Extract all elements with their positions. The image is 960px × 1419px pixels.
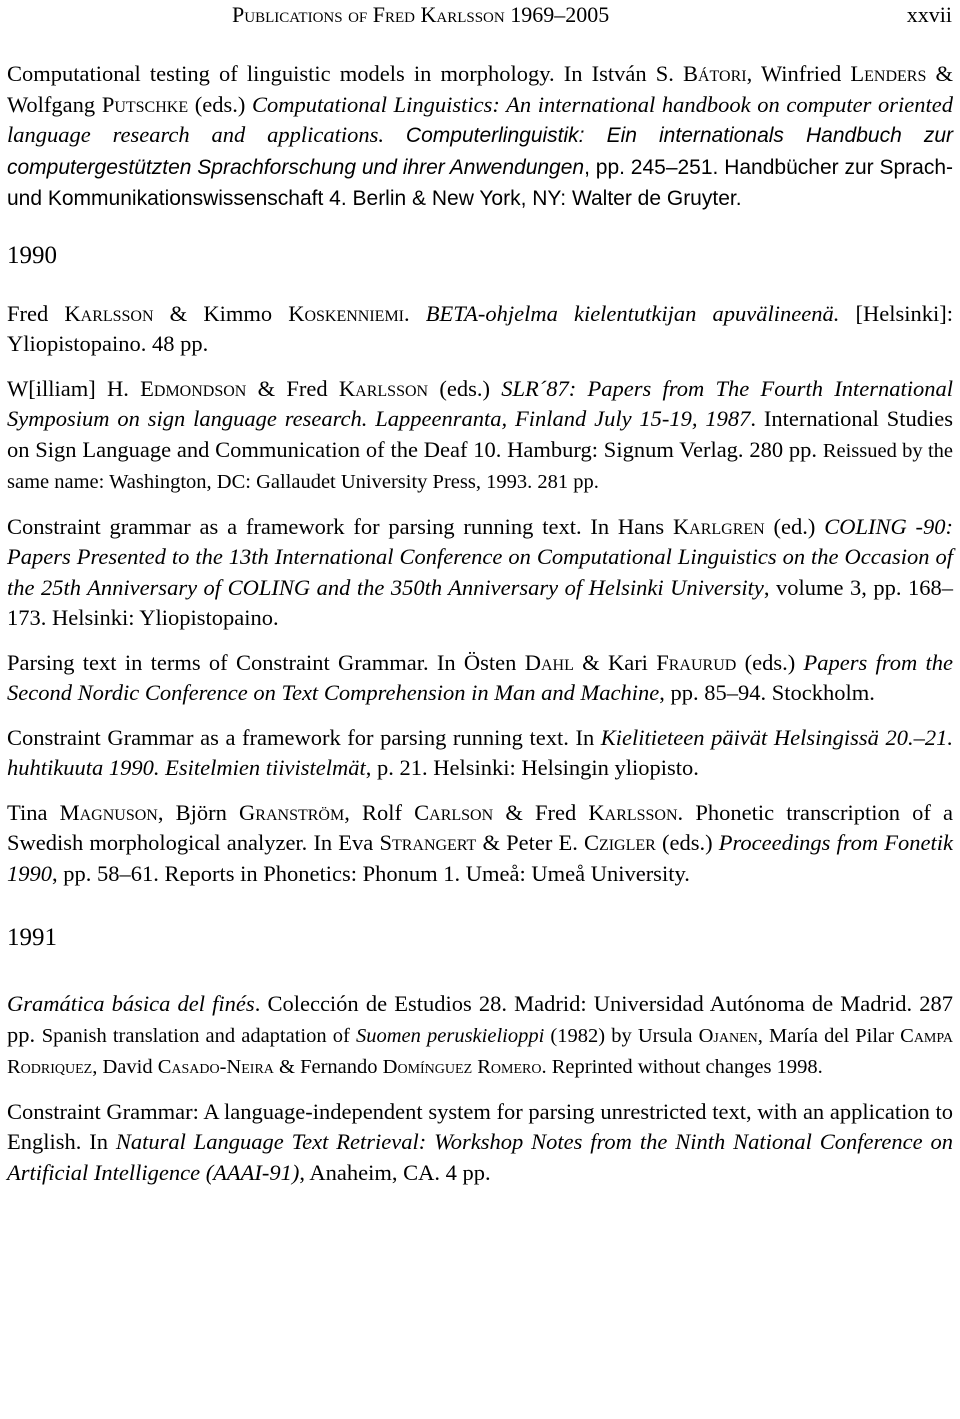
publication-title: Papers from the Second Nordic Conference on Text Comprehension in Man and Machine — [7, 649, 954, 705]
author-name: Casado-Neira — [157, 1056, 274, 1078]
publication-title: Gramática básica del finés — [7, 991, 255, 1016]
author-name: Karlgren — [672, 513, 765, 539]
publication-title: BETA-ohjelma kielentutkijan apuvälineenä. — [425, 300, 840, 326]
bib-entry: W[illiam] H. Edmondson & Fred Karlsson (eds.) SLR´87: Papers from The Fourth International Symposium on sign language research. Lappeenranta, Finland July 15-19, 1987. International Studies on Sign Language and Communication of the Deaf 10. Hamburg: Signum Verlag. 280 pp. Reissued by the same name: Washington, DC: Gallaudet University Press, 1993. 281 pp. — [7, 375, 953, 493]
bib-entry: Tina Magnuson, Björn Granström, Rolf Carlson & Fred Karlsson. Phonetic transcription of a Swedish morphological analyzer. In Eva Strangert & Peter E. Czigler (eds.) Proceedings from Fonetik 1990, pp. 58–61. Reports in Phonetics: Phonum 1. Umeå: Umeå University. — [7, 799, 954, 886]
author-name: Edmondson — [140, 375, 247, 401]
author-name: Domínguez Romero — [382, 1056, 542, 1078]
year-heading-1991: 1991 — [7, 924, 57, 951]
bib-entry: Constraint Grammar as a framework for parsing running text. In Kielitieteen päivät Helsingissä 20.–21. huhtikuuta 1990. Esitelmien tiivistelmät, p. 21. Helsinki: Helsingin yliopisto. — [7, 724, 953, 780]
publication-title: Computational Linguistics: An international handbook on computer oriented language research and applications. — [7, 91, 953, 147]
author-name: Granström — [239, 799, 345, 825]
author-name: Campa Rodriquez — [7, 1024, 953, 1078]
bib-entry: Gramática básica del finés. Colección de Estudios 28. Madrid: Universidad Autónoma de Madrid. 287 pp. Spanish translation and adaptation of Suomen peruskielioppi (1982) by Ursula Ojanen, María del Pilar Campa Rodriquez, David Casado-Neira & Fernando Domínguez Romero. Reprinted without changes 1998. — [7, 991, 953, 1078]
author-name: Ojanen — [698, 1024, 758, 1047]
page-number: xxvii — [906, 2, 952, 27]
publication-title: Proceedings from Fonetik 1990 — [7, 830, 954, 886]
author-name: Fraurud — [656, 649, 737, 675]
author-name: Dahl — [524, 649, 574, 675]
author-name: Strangert — [379, 830, 477, 855]
author-name: Karlsson — [64, 300, 154, 326]
reissue-note: Reissued by the same name: Washington, DC: Gallaudet University Press, 1993. 281 pp. — [7, 439, 953, 493]
publication-title: Natural Language Text Retrieval: Workshop Notes from the Ninth National Conference on Artificial Intelligence (AAAI-91) — [7, 1129, 953, 1185]
bib-entry: Computational testing of linguistic models in morphology. In István S. Bátori, Winfried Lenders & Wolfgang Putschke (eds.) Computational Linguistics: An international handbook on computer oriented language research and applications. Computerlinguistik: Ein internationals Handbuch zur computergestützten Sprachforschung und ihrer Anwendungen, pp. 245–251. Handbücher zur Sprach- und Kommunikationswissenschaft 4. Berlin & New York, NY: Walter de Gruyter. — [7, 61, 954, 210]
bib-entry: Constraint grammar as a framework for parsing running text. In Hans Karlgren (ed.) COLING -90: Papers Presented to the 13th International Conference on Computational Linguistics on the Occasion of the 25th Anniversary of COLING and the 350th Anniversary of Helsinki University, volume 3, pp. 168–173. Helsinki: Yliopistopaino. — [7, 513, 953, 630]
bib-entry: Constraint Grammar: A language-independent system for parsing unrestricted text, with an application to English. In Natural Language Text Retrieval: Workshop Notes from the Ninth National Conference on Artificial Intelligence (AAAI-91), Anaheim, CA. 4 pp. — [7, 1098, 953, 1185]
author-name: Karlsson — [338, 375, 429, 401]
year-heading-1990: 1990 — [7, 241, 57, 269]
author-name: Putschke — [101, 91, 189, 117]
author-name: Karlsson — [588, 799, 678, 825]
running-title: Publications of Fred Karlsson 1969–2005 — [232, 2, 610, 27]
publication-title: Kielitieteen päivät Helsingissä 20.–21. huhtikuuta 1990. Esitelmien tiivistelmät — [7, 724, 953, 780]
author-name: Carlson — [414, 799, 494, 825]
author-name: Czigler — [583, 830, 656, 855]
translation-note: Spanish translation and adaptation of Suomen peruskielioppi (1982) by Ursula Ojanen, María del Pilar Campa Rodriquez, David Casado-Neira & Fernando Domínguez Romero. Reprinted without changes 1998. — [7, 1024, 953, 1078]
publication-title: COLING -90: Papers Presented to the 13th International Conference on Computational Linguistics on the Occasion of the 25th Anniversary of COLING and the 350th Anniversary of Helsinki University — [7, 513, 953, 600]
bibliography — [7, 59, 953, 1202]
author-name: Magnuson — [59, 799, 158, 825]
author-name: Lenders — [850, 61, 927, 86]
author-name: Bátori — [683, 61, 747, 86]
publication-title: SLR´87: Papers from The Fourth International Symposium on sign language research. Lappeenranta, Finland July 15-19, 1987 — [7, 375, 953, 431]
publication-subtitle: Computerlinguistik: Ein internationals Handbuch zur computergestützten Sprachforschung und ihrer Anwendungen, pp. 245–251. Handbücher zur Sprach- und Kommunikationswissenschaft 4. Berlin & New York, NY: Walter de Gruyter. — [7, 124, 954, 210]
running-header — [232, 2, 952, 28]
bib-entry: Parsing text in terms of Constraint Grammar. In Östen Dahl & Kari Fraurud (eds.) Papers from the Second Nordic Conference on Text Comprehension in Man and Machine, pp. 85–94. Stockholm. — [7, 649, 954, 705]
original-title: Suomen peruskielioppi — [355, 1024, 545, 1047]
bib-entry: Fred Karlsson & Kimmo Koskenniemi. BETA-ohjelma kielentutkijan apuvälineenä. [Helsinki]: Yliopistopaino. 48 pp. — [7, 300, 954, 356]
author-name: Koskenniemi — [288, 300, 404, 326]
